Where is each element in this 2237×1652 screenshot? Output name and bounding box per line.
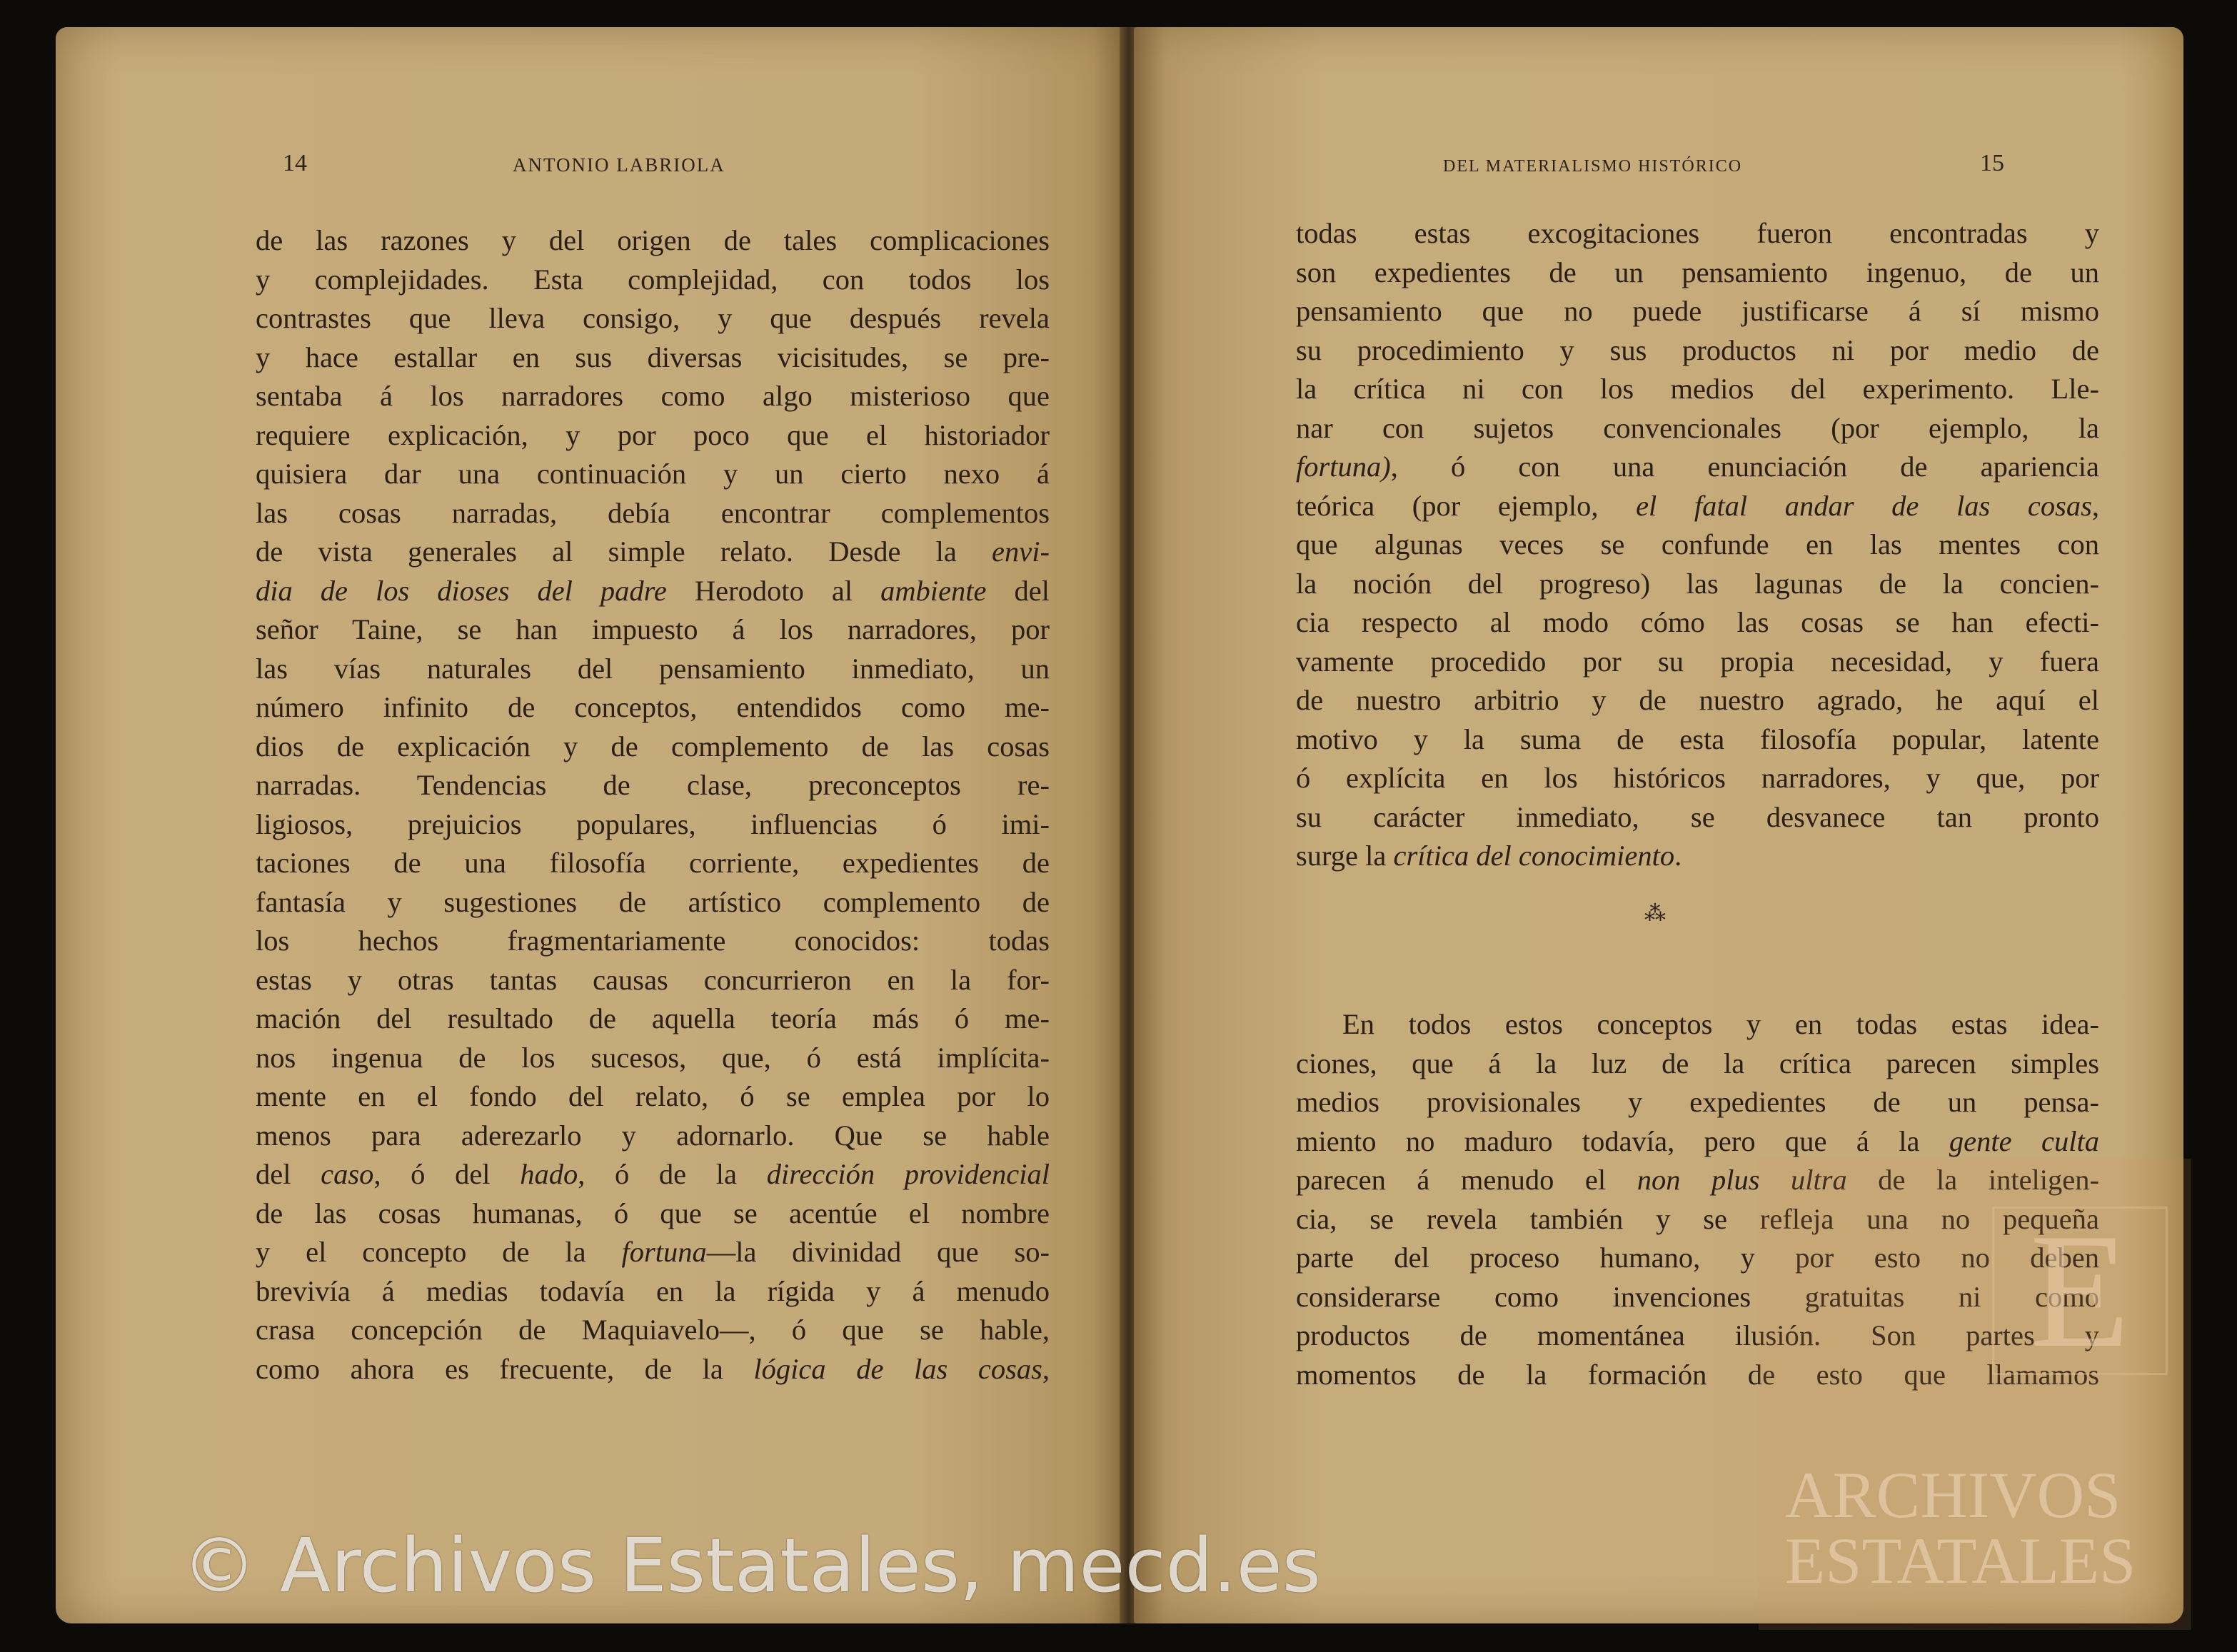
text-line: del caso, ó del hado, ó de la dirección providencial bbox=[256, 1158, 1050, 1190]
text-line: y hace estallar en sus diversas vicisitudes, se pre- bbox=[256, 341, 1050, 373]
text-line: de vista generales al simple relato. Desde la envi- bbox=[256, 535, 1050, 568]
text-line: ó explícita en los históricos narradores, y que, por bbox=[1296, 762, 2099, 794]
text-line: que algunas veces se confunde en las mentes con bbox=[1296, 528, 2099, 560]
text-line: mente en el fondo del relato, ó se emplea por lo bbox=[256, 1080, 1050, 1112]
text-line: las cosas narradas, debía encontrar complementos bbox=[256, 496, 1050, 529]
text-line: momentos de la formación de esto que llamamos bbox=[1296, 1358, 2099, 1391]
text-line: nar con sujetos convencionales (por ejemplo, la bbox=[1296, 411, 2099, 444]
text-line: parte del proceso humano, y por esto no deben bbox=[1296, 1241, 2099, 1274]
left-page-number: 14 bbox=[283, 150, 307, 176]
text-line: su carácter inmediato, se desvanece tan pronto bbox=[1296, 800, 2099, 833]
text-line: surge la crítica del conocimiento. bbox=[1296, 840, 1682, 872]
text-line: son expedientes de un pensamiento ingenuo, de un bbox=[1296, 256, 2099, 288]
text-line: de nuestro arbitrio y de nuestro agrado, he aquí el bbox=[1296, 684, 2099, 716]
right-body-text-top bbox=[1296, 214, 2099, 876]
text-line: parecen á menudo el non plus ultra de la inteligen- bbox=[1296, 1164, 2100, 1196]
archive-logo-line1: ARCHIVOS bbox=[1785, 1459, 2121, 1531]
right-running-head: DEL MATERIALISMO HISTÓRICO bbox=[1443, 157, 1743, 176]
text-line: taciones de una filosofía corriente, expedientes de bbox=[256, 847, 1050, 879]
text-line: fantasía y sugestiones de artístico complemento de bbox=[256, 885, 1050, 918]
text-line: dios de explicación y de complemento de las cosas bbox=[256, 730, 1050, 762]
text-line: fortuna), ó con una enunciación de apariencia bbox=[1296, 450, 2099, 483]
text-line: medios provisionales y expedientes de un pensa- bbox=[1296, 1086, 2099, 1118]
text-line: las vías naturales del pensamiento inmediato, un bbox=[256, 652, 1050, 685]
left-page bbox=[56, 27, 1125, 1623]
text-line: ligiosos, prejuicios populares, influencias ó imi- bbox=[256, 807, 1050, 840]
text-line: considerarse como invenciones gratuitas ni como bbox=[1296, 1280, 2099, 1313]
text-line: miento no maduro todavía, pero que á la gente culta bbox=[1296, 1124, 2100, 1157]
text-line: señor Taine, se han impuesto á los narradores, por bbox=[256, 613, 1050, 645]
text-line: narradas. Tendencias de clase, preconceptos re- bbox=[256, 769, 1050, 801]
text-line: ciones, que á la luz de la crítica parecen simples bbox=[1296, 1047, 2099, 1079]
text-line: todas estas excogitaciones fueron encontradas y bbox=[1296, 217, 2099, 249]
text-line: motivo y la suma de esta filosofía popular, latente bbox=[1296, 722, 2099, 755]
text-line: productos de momentánea ilusión. Son partes y bbox=[1296, 1319, 2099, 1351]
text-line: vamente procedido por su propia necesidad, y fuera bbox=[1296, 645, 2099, 678]
text-line: teórica (por ejemplo, el fatal andar de las cosas, bbox=[1296, 489, 2100, 522]
text-line: sentaba á los narradores como algo misterioso que bbox=[256, 380, 1050, 412]
text-line: mación del resultado de aquella teoría más ó me- bbox=[256, 1002, 1050, 1034]
copyright-watermark: © Archivos Estatales, mecd.es bbox=[182, 1522, 1321, 1609]
text-line: nos ingenua de los sucesos, que, ó está implícita- bbox=[256, 1041, 1050, 1074]
section-asterism: ⁂ bbox=[1644, 901, 1666, 926]
archive-logo-letter: E bbox=[1992, 1207, 2168, 1375]
text-line: estas y otras tantas causas concurrieron en la for- bbox=[256, 963, 1050, 996]
text-line: cia respecto al modo cómo las cosas se han efecti- bbox=[1296, 606, 2099, 638]
text-line: número infinito de conceptos, entendidos como me- bbox=[256, 691, 1050, 723]
text-line: brevivía á medias todavía en la rígida y á menudo bbox=[256, 1274, 1050, 1307]
text-line: contrastes que lleva consigo, y que después revela bbox=[256, 302, 1050, 334]
text-line: su procedimiento y sus productos ni por medio de bbox=[1296, 333, 2099, 366]
text-line: como ahora es frecuente, de la lógica de las cosas, bbox=[256, 1352, 1050, 1385]
text-line: requiere explicación, y por poco que el historiador bbox=[256, 418, 1050, 451]
text-line: la crítica ni con los medios del experimento. Lle- bbox=[1296, 373, 2099, 405]
text-line: quisiera dar una continuación y un cierto nexo á bbox=[256, 458, 1050, 490]
text-line: cia, se revela también y se refleja una no pequeña bbox=[1296, 1202, 2099, 1235]
text-line: los hechos fragmentariamente conocidos: todas bbox=[256, 925, 1050, 957]
left-body-text bbox=[256, 221, 1050, 1389]
text-line: y complejidades. Esta complejidad, con todos los bbox=[256, 263, 1050, 296]
right-page-number: 15 bbox=[1980, 150, 2004, 176]
text-line: de las razones y del origen de tales complicaciones bbox=[256, 224, 1050, 256]
text-line: la noción del progreso) las lagunas de la concien- bbox=[1296, 567, 2099, 600]
text-line: y el concepto de la fortuna—la divinidad que so- bbox=[256, 1236, 1050, 1268]
text-line: menos para aderezarlo y adornarlo. Que se hable bbox=[256, 1119, 1050, 1152]
left-running-head: ANTONIO LABRIOLA bbox=[513, 154, 725, 176]
archive-logo-text bbox=[1785, 1459, 2206, 1597]
text-line: En todos estos conceptos y en todas estas idea- bbox=[1342, 1008, 2099, 1040]
text-line: pensamiento que no puede justificarse á sí mismo bbox=[1296, 295, 2099, 327]
text-line: de las cosas humanas, ó que se acentúe el nombre bbox=[256, 1197, 1050, 1229]
text-line: crasa concepción de Maquiavelo—, ó que se hable, bbox=[256, 1314, 1050, 1346]
archive-logo-line2: ESTATALES bbox=[1785, 1524, 2136, 1597]
text-line: dia de los dioses del padre Herodoto al ambiente del bbox=[256, 574, 1050, 607]
